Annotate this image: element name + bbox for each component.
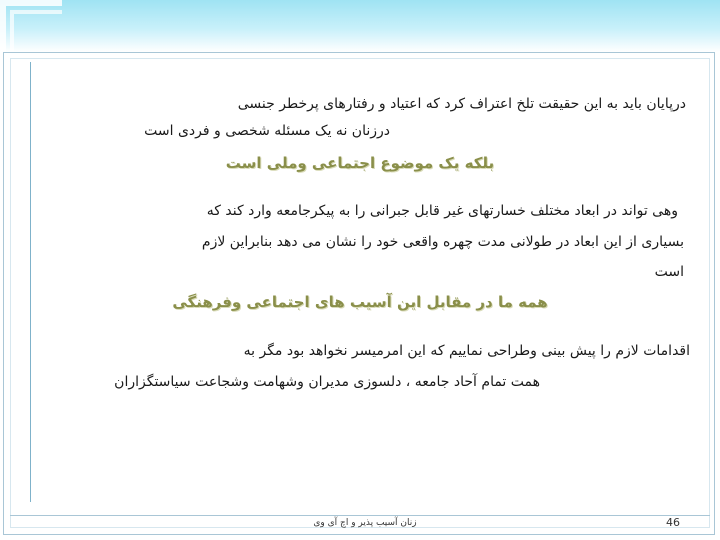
corner-decoration-icon [0,0,62,52]
paragraph-3-line-2: همت تمام آحاد جامعه ، دلسوزی مدیران وشهامت وشجاعت سیاستگزاران [114,374,540,390]
footer-title: زنان آسیب پذیر و اچ آی وی [313,518,417,528]
paragraph-3-line-1: اقدامات لازم را پیش بینی وطراحی نماییم که این امرمیسر نخواهد بود مگر به [243,343,690,359]
paragraph-1-line-1: درپایان باید به این حقیقت تلخ اعتراف کرد که اعتیاد و رفتارهای پرخطر جنسی [237,96,686,112]
page-number: 46 [666,516,680,529]
paragraph-2-line-1: وهی تواند در ابعاد مختلف خسارتهای غیر قابل جبرانی را به پیکرجامعه وارد کند که [206,203,678,219]
slide-footer [0,508,720,540]
left-vertical-rule [30,62,31,502]
top-decorative-band [0,0,720,52]
paragraph-1-line-2: درزنان نه یک مسئله شخصی و فردی است [144,123,390,139]
heading-2: همه ما در مقابل این آسیب های اجتماعی وفرهنگی [172,293,548,311]
footer-rule [10,515,710,516]
paragraph-2-line-3: است [654,264,684,280]
paragraph-2-line-2: بسیاری از این ابعاد در طولانی مدت چهره واقعی خود را نشان می دهد بنابراین لازم [201,234,684,250]
heading-1: بلکه یک موضوع اجتماعی وملی است [225,154,495,172]
